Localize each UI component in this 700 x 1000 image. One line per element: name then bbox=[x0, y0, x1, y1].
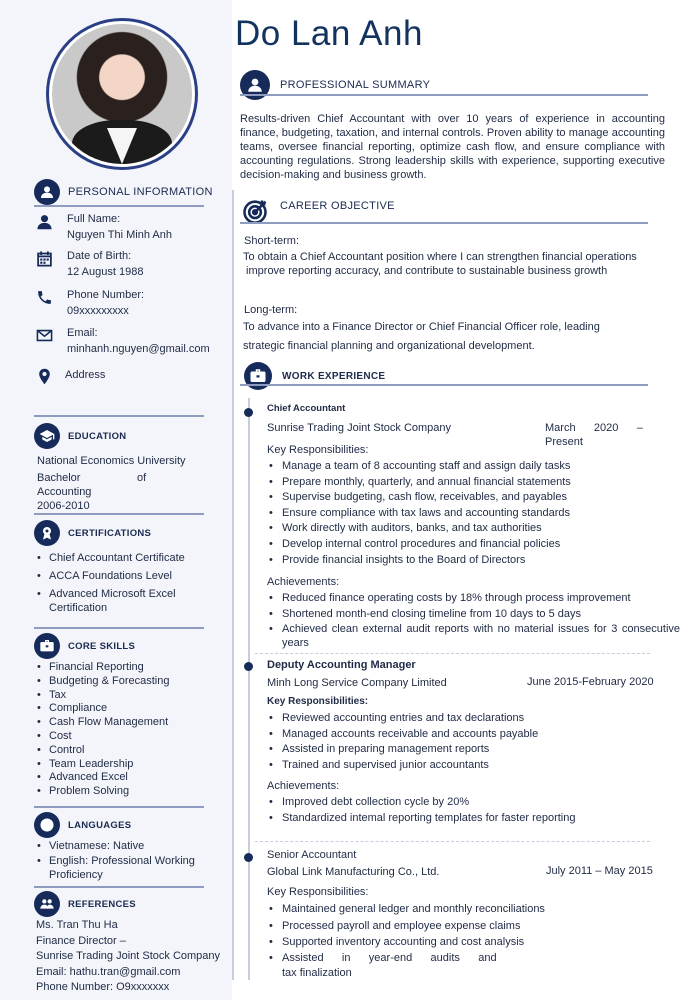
education-years: 2006-2010 bbox=[37, 500, 90, 512]
education-degree-major: Accounting bbox=[37, 486, 92, 498]
list-item: • Managed accounts receivable and accounts payable bbox=[268, 727, 538, 743]
section-title: PERSONAL INFORMATION bbox=[68, 186, 213, 198]
section-title: EDUCATION bbox=[68, 430, 127, 442]
divider bbox=[34, 806, 204, 808]
job-company: Minh Long Service Company Limited bbox=[267, 677, 447, 689]
list-item: • Cost bbox=[36, 730, 211, 744]
people-icon bbox=[34, 891, 60, 917]
list-item: • Develop internal control procedures and financial policies bbox=[268, 537, 571, 553]
list-item: • Compliance bbox=[36, 702, 211, 716]
user-icon bbox=[36, 213, 53, 230]
globe-icon bbox=[34, 812, 60, 838]
dob-value: 12 August 1988 bbox=[67, 266, 144, 278]
list-item: • Provide financial insights to the Board of Directors bbox=[268, 553, 571, 569]
responsibilities-label: Key Responsibilities: bbox=[267, 444, 369, 456]
job-title: Chief Accountant bbox=[267, 403, 346, 414]
job-company: Global Link Manufacturing Co., Ltd. bbox=[267, 866, 440, 878]
divider bbox=[34, 886, 204, 888]
timeline-line bbox=[248, 398, 250, 980]
list-item: • Maintained general ledger and monthly reconciliations bbox=[268, 901, 545, 918]
job-separator bbox=[255, 841, 650, 842]
responsibilities-label: Key Responsibilities: bbox=[267, 886, 369, 898]
section-title: LANGUAGES bbox=[68, 819, 132, 831]
award-ribbon-icon bbox=[34, 520, 60, 546]
divider bbox=[34, 513, 204, 515]
graduation-cap-icon bbox=[34, 423, 60, 449]
list-item: • Problem Solving bbox=[36, 785, 211, 799]
divider bbox=[34, 627, 204, 629]
list-item: • Assisted in year-end audits and tax finalization bbox=[268, 951, 508, 981]
email-row bbox=[36, 325, 210, 357]
education-degree-word: of bbox=[137, 472, 147, 484]
job-title: Deputy Accounting Manager bbox=[267, 659, 416, 671]
job-date: March 2020 – bbox=[545, 422, 643, 434]
achievements-list bbox=[268, 591, 680, 650]
calendar-icon bbox=[36, 250, 53, 267]
profile-photo bbox=[52, 24, 192, 164]
section-title: PROFESSIONAL SUMMARY bbox=[280, 79, 431, 91]
list-item: • Improved debt collection cycle by 20% bbox=[268, 795, 576, 811]
short-term-label: Short-term: bbox=[244, 235, 300, 247]
list-item: • Supervise budgeting, cash flow, receivables, and payables bbox=[268, 490, 571, 506]
reference-company: Sunrise Trading Joint Stock Company bbox=[36, 950, 221, 962]
address-value: Address bbox=[65, 369, 106, 381]
responsibilities-label: Key Responsibilities: bbox=[267, 696, 369, 707]
list-item: • Processed payroll and employee expense claims bbox=[268, 918, 545, 935]
divider bbox=[240, 384, 648, 386]
divider bbox=[240, 222, 648, 224]
achievements-label: Achievements: bbox=[267, 780, 340, 792]
column-divider bbox=[232, 190, 234, 980]
languages-list bbox=[36, 839, 211, 882]
full-name-row bbox=[36, 211, 172, 243]
list-item: • Reduced finance operating costs by 18% through process improvement bbox=[268, 591, 680, 607]
list-item: • Standardized intemal reporting templates for faster reporting bbox=[268, 811, 576, 827]
dob-row bbox=[36, 248, 143, 280]
divider bbox=[240, 94, 648, 96]
responsibilities-list bbox=[268, 901, 545, 981]
candidate-name: Do Lan Anh bbox=[235, 14, 423, 53]
job-title: Senior Accountant bbox=[267, 849, 357, 861]
education-school: National Economics University bbox=[37, 455, 186, 467]
list-item: • Assisted in preparing management reports bbox=[268, 742, 538, 758]
email-value[interactable]: minhanh.nguyen@gmail.com bbox=[67, 343, 210, 355]
list-item: • Prepare monthly, quarterly, and annual financial statements bbox=[268, 475, 571, 491]
person-icon bbox=[34, 179, 60, 205]
timeline-dot bbox=[244, 853, 253, 862]
phone-value: 09xxxxxxxxx bbox=[67, 305, 129, 317]
phone-label: Phone Number: bbox=[67, 289, 145, 301]
achievements-label: Achievements: bbox=[267, 576, 340, 588]
education-degree-word: Bachelor bbox=[37, 472, 81, 484]
long-term-label: Long-term: bbox=[244, 304, 298, 316]
job-date: June 2015-February 2020 bbox=[527, 676, 654, 688]
reference-email[interactable]: Email: hathu.tran@gmail.com bbox=[36, 965, 181, 978]
list-item: • Ensure compliance with tax laws and accounting standards bbox=[268, 506, 571, 522]
responsibilities-list bbox=[268, 711, 538, 773]
section-title: REFERENCES bbox=[68, 898, 136, 910]
list-item: • Work directly with auditors, banks, and tax authorities bbox=[268, 521, 571, 537]
profile-photo-frame bbox=[46, 18, 198, 170]
long-term-line: strategic financial planning and organizational development. bbox=[243, 340, 535, 352]
full-name-value: Nguyen Thi Minh Anh bbox=[67, 229, 172, 241]
list-item: • Advanced Excel bbox=[36, 771, 211, 785]
section-title: CORE SKILLS bbox=[68, 640, 136, 652]
reference-phone: Phone Number: O9xxxxxxx bbox=[36, 981, 170, 993]
short-term-line: improve reporting accuracy, and contribute to sustainable business growth bbox=[243, 265, 608, 277]
list-item: • Trained and supervised junior accountants bbox=[268, 758, 538, 774]
certifications-list bbox=[36, 551, 211, 615]
education-heading bbox=[34, 423, 126, 449]
list-item: • Supported inventory accounting and cost analysis bbox=[268, 934, 545, 951]
section-title: WORK EXPERIENCE bbox=[282, 370, 386, 382]
section-title: CAREER OBJECTIVE bbox=[280, 200, 395, 212]
responsibilities-list bbox=[268, 459, 571, 568]
languages-heading bbox=[34, 812, 131, 838]
list-item: • Financial Reporting bbox=[36, 661, 211, 675]
section-title: CERTIFICATIONS bbox=[68, 527, 152, 539]
timeline-dot bbox=[244, 662, 253, 671]
summary-text: Results-driven Chief Accountant with over 10 years of experience in accounting finance, budgeting, taxation, and internal controls. Proven ability to manage accounting teams, oversee financial reporting, optimize cash flow, and ensure compliance with accounting regulations. Strong leadership skills with experience, supporting executive decision-making and business growth. bbox=[240, 113, 665, 181]
mail-icon bbox=[36, 327, 53, 344]
list-item: • Manage a team of 8 accounting staff and assign daily tasks bbox=[268, 459, 571, 475]
certifications-heading bbox=[34, 520, 151, 546]
address-row bbox=[36, 366, 105, 385]
list-item: • Tax bbox=[36, 689, 211, 703]
personal-info-heading bbox=[34, 179, 213, 205]
timeline-dot bbox=[244, 408, 253, 417]
phone-icon bbox=[36, 289, 53, 306]
list-item: • Chief Accountant Certificate bbox=[36, 551, 211, 565]
briefcase-icon bbox=[34, 633, 60, 659]
divider bbox=[34, 205, 204, 207]
list-item: • ACCA Foundations Level bbox=[36, 569, 211, 583]
short-term-line: To obtain a Chief Accountant position where I can strengthen financial operations bbox=[243, 251, 637, 263]
reference-block bbox=[36, 918, 220, 996]
references-heading bbox=[34, 891, 136, 917]
location-pin-icon bbox=[36, 368, 53, 385]
list-item: • Control bbox=[36, 744, 211, 758]
list-item: • Budgeting & Forecasting bbox=[36, 675, 211, 689]
list-item: • Reviewed accounting entries and tax declarations bbox=[268, 711, 538, 727]
job-date-end: Present bbox=[545, 436, 583, 448]
divider bbox=[34, 415, 204, 417]
list-item: • Vietnamese: Native bbox=[36, 839, 211, 853]
reference-title: Finance Director – bbox=[36, 934, 126, 947]
list-item: • Achieved clean external audit reports with no material issues for 3 consecutive years bbox=[268, 622, 680, 650]
dob-label: Date of Birth: bbox=[67, 250, 132, 262]
list-item: • English: Professional Working Proficiency bbox=[36, 854, 211, 882]
list-item: • Shortened month-end closing timeline from 10 days to 5 days bbox=[268, 607, 680, 623]
list-item: • Team Leadership bbox=[36, 758, 211, 772]
long-term-line: To advance into a Finance Director or Chief Financial Officer role, leading bbox=[243, 321, 600, 333]
skills-heading bbox=[34, 633, 135, 659]
list-item: • Advanced Microsoft Excel Certification bbox=[36, 587, 211, 615]
job-separator bbox=[255, 653, 650, 654]
education-degree-line bbox=[37, 471, 212, 485]
full-name-label: Full Name: bbox=[67, 213, 121, 225]
phone-row bbox=[36, 287, 144, 319]
job-date: July 2011 – May 2015 bbox=[546, 865, 653, 877]
skills-list bbox=[36, 661, 211, 799]
email-label: Email: bbox=[67, 327, 98, 339]
achievements-list bbox=[268, 795, 576, 826]
list-item: • Cash Flow Management bbox=[36, 716, 211, 730]
job-company: Sunrise Trading Joint Stock Company bbox=[267, 422, 452, 434]
reference-name: Ms. Tran Thu Ha bbox=[36, 919, 118, 931]
